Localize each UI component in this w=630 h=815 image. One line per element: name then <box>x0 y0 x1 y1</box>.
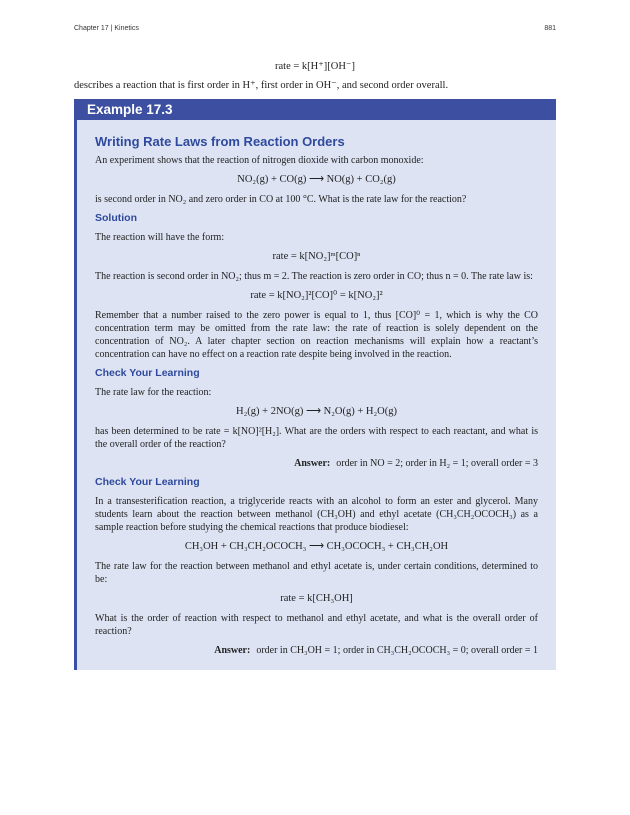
equation-reaction: NO₂(g) + CO(g) ⟶ NO(g) + CO₂(g) <box>237 174 396 185</box>
equation-general-rate: rate = k[NO₂]ᵐ[CO]ⁿ <box>272 251 361 262</box>
paragraph-explanation: Remember that a number raised to the zero power is equal to 1, thus [CO]⁰ = 1, which is why the CO concentration term may be omitted from the rate law: the rate of reaction is solely dependent on the concentration of NO₂. A later chapter section on reaction mechanisms will explain how a reactant’s concentration can have no effect on a reaction rate despite being involved in the reaction. <box>95 310 538 360</box>
paragraph-check1-question: has been determined to be rate = k[NO]²[H₂]. What are the orders with respect to each reactant, and what is the overall order of the reaction? <box>95 426 538 450</box>
example-title: Writing Rate Laws from Reaction Orders <box>95 134 345 149</box>
chapter-title: Chapter 17 | Kinetics <box>74 25 139 32</box>
paragraph-check1-intro: The rate law for the reaction: <box>95 387 212 398</box>
example-label: Example 17.3 <box>77 99 556 120</box>
equation-rate-law: rate = k[NO₂]²[CO]⁰ = k[NO₂]² <box>250 290 383 301</box>
page-header <box>74 25 556 32</box>
answer-2-label: Answer: <box>214 645 251 656</box>
intro-text: describes a reaction that is first order in H⁺, first order in OH⁻, and second order overall. <box>74 80 449 91</box>
paragraph-orders: The reaction is second order in NO₂; thus m = 2. The reaction is zero order in CO; thus n = 0. The rate law is: <box>95 271 533 282</box>
paragraph-check2-question: What is the order of reaction with respect to methanol and ethyl acetate, and what is the overall order of reaction? <box>95 613 538 637</box>
paragraph-transesterification: In a transesterification reaction, a triglyceride reacts with an alcohol to form an ester and glycerol. Many students learn about the reaction between methanol (CH₃OH) and ethyl acetate (CH₃CH₂OCOCH₃) as a sample reaction before studying the chemical reactions that produce biodiesel: <box>95 496 538 533</box>
example-box <box>74 99 556 670</box>
check-learning-heading-1: Check Your Learning <box>95 367 200 379</box>
solution-heading: Solution <box>95 212 137 224</box>
answer-1-text: order in NO = 2; order in H₂ = 1; overall order = 3 <box>336 458 538 469</box>
page-number: 881 <box>544 25 556 32</box>
answer-1-label: Answer: <box>294 458 331 469</box>
answer-2 <box>95 644 538 657</box>
check-learning-heading-2: Check Your Learning <box>95 476 200 488</box>
paragraph-rate-law-intro: The rate law for the reaction between methanol and ethyl acetate is, under certain conditions, determined to be: <box>95 561 538 585</box>
equation-transesterification: CH₃OH + CH₃CH₂OCOCH₃ ⟶ CH₃OCOCH₃ + CH₃CH₂OH <box>184 541 449 552</box>
answer-1 <box>95 457 538 470</box>
intro-equation: rate = k[H⁺][OH⁻] <box>275 61 355 72</box>
paragraph-form: The reaction will have the form: <box>95 232 225 243</box>
paragraph-question: is second order in NO₂ and zero order in CO at 100 °C. What is the rate law for the reaction? <box>95 194 467 205</box>
equation-h2-no: H₂(g) + 2NO(g) ⟶ N₂O(g) + H₂O(g) <box>236 406 397 417</box>
equation-methanol-rate: rate = k[CH₃OH] <box>280 593 353 604</box>
paragraph-intro: An experiment shows that the reaction of nitrogen dioxide with carbon monoxide: <box>95 155 424 166</box>
example-body <box>77 120 556 657</box>
answer-2-text: order in CH₃OH = 1; order in CH₃CH₂OCOCH₃ = 0; overall order = 1 <box>256 645 538 656</box>
